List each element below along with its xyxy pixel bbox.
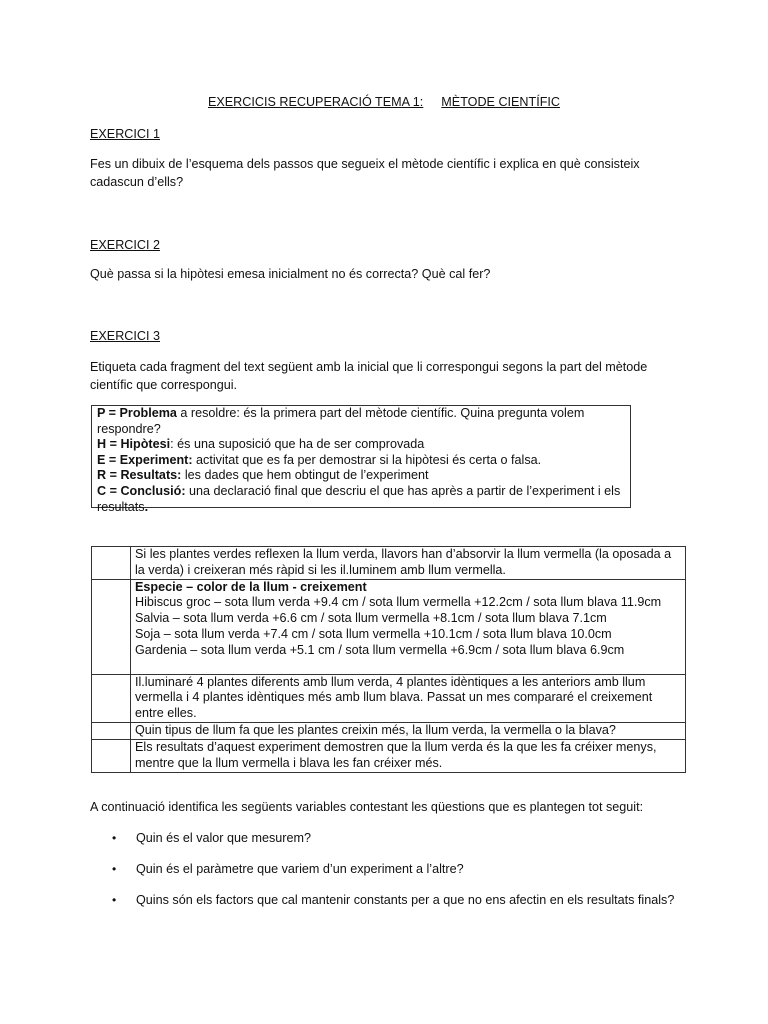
document-title <box>0 94 768 110</box>
legend-conclusio-key: C = Conclusió: <box>97 483 186 498</box>
legend-conclusio-dot: . <box>144 499 149 514</box>
legend-resultats <box>97 468 626 484</box>
fragment-row-5 <box>92 739 686 772</box>
label-cell-3[interactable] <box>92 674 131 722</box>
fragment-row-4 <box>92 722 686 739</box>
exercici3-text <box>90 359 690 393</box>
legend-conclusio-cont <box>97 500 626 516</box>
fragment-text-4 <box>131 722 686 739</box>
bullet-icon: • <box>112 862 117 876</box>
legend-experiment-key: E = Experiment: <box>97 452 193 467</box>
fragment-2-line-2: Salvia – sota llum verda +6.6 cm / sota llum vermella +8.1cm / sota llum blava 7.1cm <box>135 611 607 626</box>
label-cell-4[interactable] <box>92 722 131 739</box>
fragment-2-line-3: Soja – sota llum verda +7.4 cm / sota llum vermella +10.1cm / sota llum blava 10.0cm <box>135 626 612 641</box>
legend-experiment-text: activitat que es fa per demostrar si la hipòtesi és certa o falsa. <box>192 452 542 467</box>
legend-experiment <box>97 453 626 469</box>
fragment-text-1 <box>131 547 686 580</box>
exercici3-line1: Etiqueta cada fragment del text següent amb la inicial que li correspongui segons la part del mètode <box>90 360 648 374</box>
title-left: EXERCICIS RECUPERACIÓ TEMA 1: <box>207 95 424 109</box>
legend-conclusio <box>97 484 626 500</box>
legend-resultats-text: les dades que hem obtingut de l’experiment <box>181 468 429 483</box>
label-cell-1[interactable] <box>92 547 131 580</box>
legend-resultats-key: R = Resultats: <box>97 468 182 483</box>
legend-conclusio-text: una declaració final que descriu el que has après a partir de l’experiment i els <box>185 483 621 498</box>
fragment-4-line-1: Quin tipus de llum fa que les plantes creixin més, la llum verda, la vermella o la blava? <box>135 722 616 737</box>
legend-problema-key: P = Problema <box>97 406 177 420</box>
fragment-1-line-1: Si les plantes verdes reflexen la llum verda, llavors han d’absorvir la llum vermella (la oposada a <box>135 547 672 561</box>
exercici3-line2: científic que correspongui. <box>90 378 238 392</box>
exercici3-heading: EXERCICI 3 <box>90 329 160 343</box>
exercici1-line2: cadascun d’ells? <box>90 175 184 189</box>
question-2-text: Quin és el paràmetre que variem d’un experiment a l’altre? <box>136 862 464 876</box>
legend-conclusio-text2: resultats <box>97 499 145 514</box>
label-cell-5[interactable] <box>92 739 131 772</box>
fragment-row-3 <box>92 674 686 722</box>
variables-intro: A continuació identifica les següents variables contestant les qüestions que es plantegen tot seguit: <box>90 800 644 814</box>
fragment-text-2 <box>131 579 686 674</box>
question-1-text: Quin és el valor que mesurem? <box>136 831 311 845</box>
bullet-icon: • <box>112 893 117 907</box>
fragment-5-line-2: mentre que la llum vermella i blava les fan créixer més. <box>135 755 443 770</box>
bullet-icon: • <box>112 831 117 845</box>
legend-problema <box>97 406 626 422</box>
legend-box <box>91 405 631 514</box>
exercici1-text <box>90 156 690 190</box>
fragments-table <box>91 546 686 773</box>
label-cell-2[interactable] <box>92 579 131 674</box>
exercici2-heading: EXERCICI 2 <box>90 238 160 252</box>
fragment-3-line-1: Il.luminaré 4 plantes diferents amb llum verda, 4 plantes idèntiques a les anteriors amb llum <box>135 674 646 689</box>
legend-problema-cont: respondre? <box>97 421 161 436</box>
exercici1-heading: EXERCICI 1 <box>90 127 160 141</box>
fragment-row-1 <box>92 547 686 580</box>
legend-problema-text: a resoldre: és la primera part del mètode científic. Quina pregunta volem <box>176 406 585 420</box>
exercici1-line1: Fes un dibuix de l’esquema dels passos que segueix el mètode científic i explica en què consisteix <box>90 157 640 171</box>
legend-hipotesi-key: H = Hipòtesi <box>97 437 171 452</box>
legend-hipotesi <box>97 437 626 453</box>
exercici2-text: Què passa si la hipòtesi emesa inicialment no és correcta? Què cal fer? <box>90 267 491 281</box>
question-3-text: Quins són els factors que cal mantenir constants per a que no ens afectin en els resultats finals? <box>136 893 675 907</box>
fragment-1-line-2: la verda) i creixeran més ràpid si les il.luminem amb llum vermella. <box>135 562 506 577</box>
fragment-2-line-1: Hibiscus groc – sota llum verda +9.4 cm / sota llum vermella +12.2cm / sota llum blava 11.9cm <box>135 595 662 610</box>
legend-hipotesi-text: : és una suposició que ha de ser comprovada <box>170 437 425 452</box>
fragment-row-2 <box>92 579 686 674</box>
fragment-3-line-2: vermella i 4 plantes idèntiques més amb llum blava. Passat un mes compararé el creixement <box>135 690 653 705</box>
fragment-text-5 <box>131 739 686 772</box>
fragment-2-header: Especie – color de la llum - creixement <box>135 579 367 594</box>
title-right: MÈTODE CIENTÍFIC <box>441 95 561 109</box>
fragment-3-line-3: entre elles. <box>135 706 197 721</box>
fragment-text-3 <box>131 674 686 722</box>
fragment-2-line-4: Gardenia – sota llum verda +5.1 cm / sota llum vermella +6.9cm / sota llum blava 6.9cm <box>135 642 625 657</box>
fragment-5-line-1: Els resultats d’aquest experiment demostren que la llum verda és la que les fa créixer menys, <box>135 739 657 754</box>
